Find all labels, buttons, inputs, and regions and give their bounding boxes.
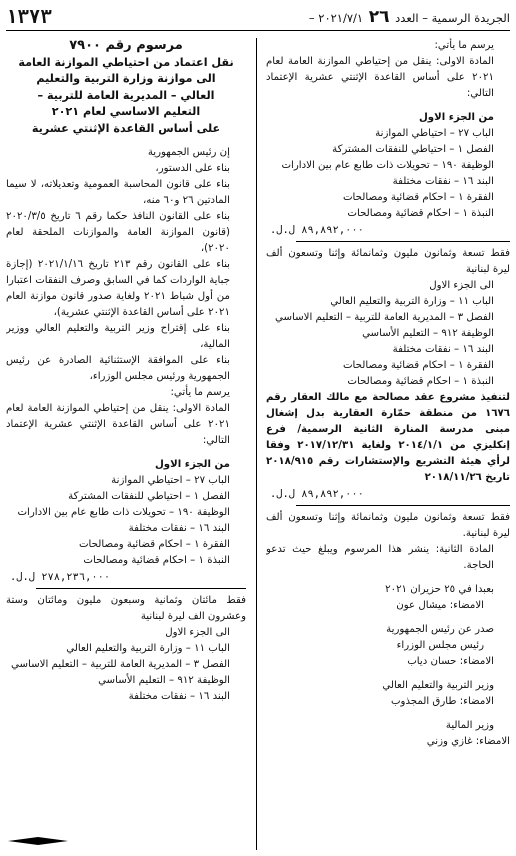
signature-label: الامضاء: bbox=[459, 656, 494, 667]
column-divider bbox=[256, 38, 257, 850]
signature-line bbox=[266, 734, 510, 750]
gazette-title bbox=[309, 7, 510, 27]
purpose-text: لتنفيذ مشروع عقد مصالحة مع مالك العقار رقم ١٦٧٦ من منطقة حمّارة العقارية بدل إشغال مبنى مدرسة المنارة الثانية الرسمية/ فرع إنكليزي من ٢٠١٤/١/١ ولغاية ٢٠١٧/١٢/٣١ وفقا لرأي هيئة التشريع والإستشارات رقم ٢٠١٨/٩١٥ تاريخ ٢٠١٨/١١/٢٦ bbox=[266, 392, 510, 483]
decrees-line: يرسم ما يأتي: bbox=[170, 387, 230, 398]
amount-rule bbox=[296, 241, 510, 242]
gazette-name: الجريدة الرسمية – العدد bbox=[395, 11, 510, 25]
issued-by: صدر عن رئيس الجمهورية bbox=[386, 624, 494, 635]
budget-line: الباب ٢٧ – احتياطي الموازنة bbox=[111, 475, 230, 486]
budget-line: الفصل ٣ – المديرية العامة للتربية – التعليم الاساسي bbox=[10, 659, 230, 670]
signature-label: الامضاء: bbox=[475, 736, 510, 747]
preamble-clause: بناء على إقتراح وزير التربية والتعليم العالي ووزير المالية، bbox=[6, 323, 230, 350]
from-part-heading: من الجزء الاول bbox=[154, 459, 230, 470]
page-number: ١٣٧٣ bbox=[6, 6, 52, 28]
budget-line: الوظيفة ٩١٢ – التعليم الأساسي bbox=[98, 675, 230, 686]
budget-line: الوظيفة ١٩٠ – تحويلات ذات طابع عام بين الادارات bbox=[17, 507, 230, 518]
budget-line: النبذة ١ – احكام قضائية ومصالحات bbox=[347, 376, 494, 387]
amount-words: فقط تسعة وثمانون مليون وثمانمائة وإثنا وتسعون ألف ليرة لبنانية. bbox=[266, 512, 510, 539]
amount-words: فقط مائتان وثمانية وسبعون مليون ومائتان وستة وعشرون الف ليرة لبنانية bbox=[6, 595, 246, 622]
issue-date: ٢٠٢١/٧/١ – bbox=[308, 11, 364, 25]
budget-line: البند ١٦ – نفقات مختلفة bbox=[128, 691, 230, 702]
to-part-heading: الى الجزء الاول bbox=[165, 627, 230, 638]
decree-title-line: العالي – المديرية العامة للتربية – bbox=[37, 88, 215, 102]
signatory-name: حسان دياب bbox=[407, 656, 457, 667]
decree-title-line: على أساس القاعدة الإثنتي عشرية bbox=[31, 121, 221, 135]
decree-title-line: نقل اعتماد من احتياطي الموازنة العامة bbox=[18, 55, 234, 69]
budget-line: الباب ١١ – وزارة التربية والتعليم العالي bbox=[66, 643, 230, 654]
budget-line: الفقرة ١ – احكام قضائية ومصالحات bbox=[342, 360, 494, 371]
budget-line: البند ١٦ – نفقات مختلفة bbox=[392, 176, 494, 187]
budget-line: الوظيفة ٩١٢ – التعليم الأساسي bbox=[362, 328, 494, 339]
budget-line: الفقرة ١ – احكام قضائية ومصالحات bbox=[78, 539, 230, 550]
amount-words: فقط تسعة وثمانون مليون وثمانمائة وإثنا وتسعون ألف ليرة لبنانية bbox=[266, 248, 510, 275]
signatory-title: وزير المالية bbox=[445, 720, 494, 731]
budget-line: النبذة ١ – احكام قضائية ومصالحات bbox=[83, 555, 230, 566]
decrees-line: يرسم ما يأتي: bbox=[434, 40, 494, 51]
signature-line bbox=[266, 598, 510, 614]
preamble-clause: بناء على قانون المحاسبة العمومية وتعديلاته، لا سيما المادتين ٢٦ و٦٠ منه، bbox=[6, 179, 230, 206]
decree-title-line: الى موازنة وزارة التربية والتعليم bbox=[36, 72, 216, 85]
amount: ٨٩,٨٩٢,٠٠٠ ل.ل. bbox=[270, 224, 364, 236]
amount: ٢٧٨,٢٣٦,٠٠٠ ل.ل. bbox=[10, 571, 111, 583]
issue-number: ٢٦ bbox=[368, 7, 390, 27]
to-part-heading: الى الجزء الاول bbox=[429, 280, 494, 291]
signatory-name: ميشال عون bbox=[396, 600, 447, 611]
amount-rule bbox=[36, 588, 246, 589]
signature-line bbox=[266, 694, 510, 710]
budget-line: الفصل ١ – احتياطي للنفقات المشتركة bbox=[332, 144, 494, 155]
signatory-name: غازي وزني bbox=[426, 736, 473, 747]
preamble-clause: بناء على الدستور، bbox=[155, 163, 230, 174]
budget-line: الباب ٢٧ – احتياطي الموازنة bbox=[375, 128, 494, 139]
article-one: المادة الاولى: ينقل من إحتياطي الموازنة العامة لعام ٢٠٢١ على أساس القاعدة الإثنتي عشرية الإعتماد التالي: bbox=[266, 56, 494, 99]
budget-line: البند ١٦ – نفقات مختلفة bbox=[392, 344, 494, 355]
budget-line: الفصل ١ – احتياطي للنفقات المشتركة bbox=[68, 491, 230, 502]
preamble-clause: بناء على الموافقة الإستثنائية الصادرة عن رئيس الجمهورية ورئيس مجلس الوزراء، bbox=[6, 355, 230, 382]
from-part-heading: من الجزء الاول bbox=[418, 112, 494, 123]
signature-label: الامضاء: bbox=[459, 696, 494, 707]
right-column bbox=[266, 38, 510, 854]
budget-line: الفقرة ١ – احكام قضائية ومصالحات bbox=[342, 192, 494, 203]
preamble-clause: بناء على القانون النافذ حكما رقم ٦ تاريخ ٢٠٢٠/٣/٥ (قانون الموازنة العامة والموازنات الملحقة لعام ٢٠٢٠)، bbox=[6, 211, 231, 254]
amount: ٨٩,٨٩٢,٠٠٠ ل.ل. bbox=[270, 488, 364, 500]
signatory-name: طارق المجذوب bbox=[390, 696, 457, 707]
end-ornament-icon bbox=[8, 836, 68, 846]
signatory-title: وزير التربية والتعليم العالي bbox=[382, 680, 494, 691]
article-one: المادة الاولى: ينقل من إحتياطي الموازنة العامة لعام ٢٠٢١ على أساس القاعدة الإثنتي عشرية الإعتماد التالي: bbox=[6, 403, 230, 446]
left-column bbox=[6, 38, 246, 854]
budget-line: البند ١٦ – نفقات مختلفة bbox=[128, 523, 230, 534]
budget-line: الفصل ٣ – المديرية العامة للتربية – التعليم الاساسي bbox=[274, 312, 494, 323]
page-header bbox=[6, 4, 510, 31]
budget-line: النبذة ١ – احكام قضائية ومصالحات bbox=[347, 208, 494, 219]
president-line: إن رئيس الجمهورية bbox=[147, 147, 230, 158]
signatory-title: رئيس مجلس الوزراء bbox=[396, 640, 484, 651]
preamble-clause: بناء على القانون رقم ٢١٣ تاريخ ٢٠٢١/١/١٦ (إجازة جباية الواردات كما في السابق وصرف النفقات اعتبارا من أول شباط ٢٠٢١ ولغاية صدور قانون موازنة العام ٢٠٢١ على أساس القاعدة الإثنتي عشرية)، bbox=[6, 259, 231, 318]
decree-number: مرسوم رقم ٧٩٠٠ bbox=[69, 38, 183, 53]
amount-rule bbox=[296, 505, 510, 506]
signature-label: الامضاء: bbox=[449, 600, 484, 611]
decree-title-line: التعليم الاساسي لعام ٢٠٢١ bbox=[51, 105, 201, 118]
signature-line bbox=[266, 654, 510, 670]
signing-date: بعبدا في ٢٥ حزيران ٢٠٢١ bbox=[385, 584, 494, 595]
budget-line: الباب ١١ – وزارة التربية والتعليم العالي bbox=[330, 296, 494, 307]
budget-line: الوظيفة ١٩٠ – تحويلات ذات طابع عام بين الادارات bbox=[281, 160, 494, 171]
article-two: المادة الثانية: ينشر هذا المرسوم ويبلغ حيث تدعو الحاجة. bbox=[266, 544, 494, 571]
